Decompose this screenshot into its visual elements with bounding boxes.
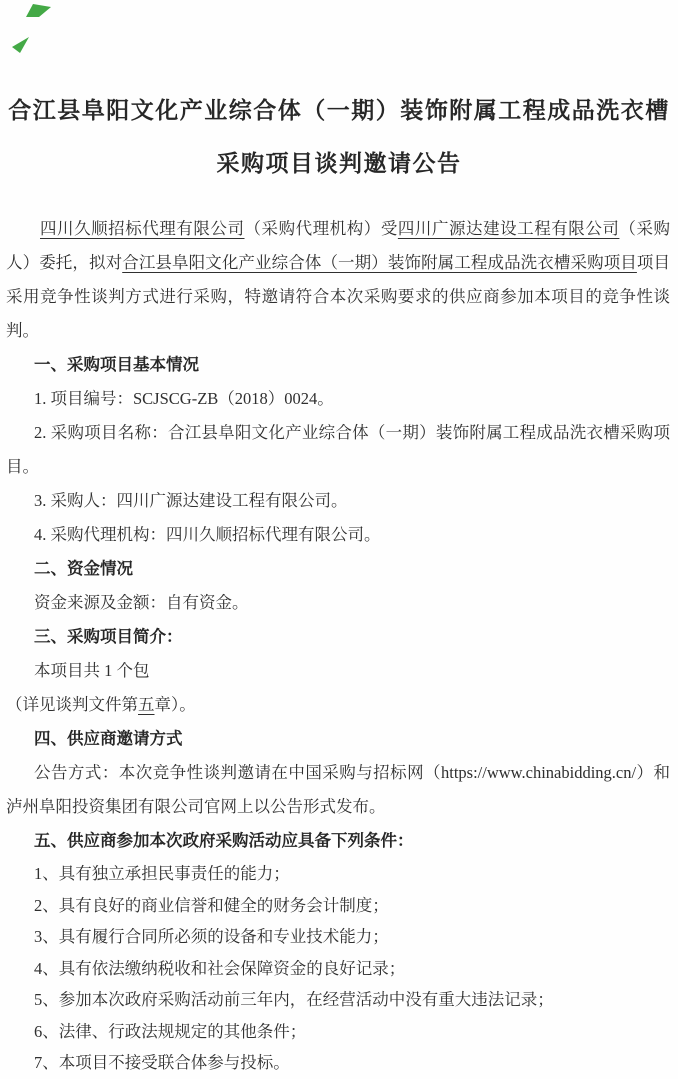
funding-source-line: 资金来源及金额：自有资金。 xyxy=(34,593,249,612)
chapter-number-underlined: 五 xyxy=(138,695,155,714)
section-heading-funding: 二、资金情况 xyxy=(34,559,133,578)
note-text: （详见谈判文件第 xyxy=(6,695,138,714)
condition-item-3: 3、具有履行合同所必须的设备和专业技术能力； xyxy=(34,927,389,946)
condition-item-5: 5、参加本次政府采购活动前三年内，在经营活动中没有重大违法记录； xyxy=(34,990,554,1009)
intro-text: （采购代理机构）受 xyxy=(244,219,398,238)
condition-item-7: 7、本项目不接受联合体参与投标。 xyxy=(34,1053,290,1072)
item-purchaser: 3. 采购人：四川广源达建设工程有限公司。 xyxy=(34,491,348,510)
intro-text: （采购人）委托，拟对 xyxy=(6,219,671,272)
condition-item-2: 2、具有良好的商业信誉和健全的财务会计制度； xyxy=(34,895,389,915)
agency-name-underlined: 四川久顺招标代理有限公司 xyxy=(40,219,245,238)
announcement-method-paragraph: 公告方式：本次竞争性谈判邀请在中国采购与招标网（https://www.chinabidding.cn/）和泸州阜阳投资集团有限公司官网上以公告形式发布。 xyxy=(6,763,670,816)
package-note-line xyxy=(6,688,670,722)
section-heading-overview: 三、采购项目简介： xyxy=(34,627,183,646)
intro-paragraph xyxy=(6,212,670,348)
note-text: 章）。 xyxy=(154,695,196,714)
condition-item-4: 4、具有依法缴纳税收和社会保障资金的良好记录； xyxy=(34,958,406,978)
green-scan-mark-icon xyxy=(26,4,51,17)
section-heading-conditions: 五、供应商参加本次政府采购活动应具备下列条件： xyxy=(34,831,414,850)
package-count-line: 本项目共 1 个包 xyxy=(34,661,150,680)
green-scan-mark-icon xyxy=(12,37,29,53)
conditions-list xyxy=(6,858,670,1079)
purchaser-name-underlined: 四川广源达建设工程有限公司 xyxy=(397,219,620,238)
page-title xyxy=(0,0,678,190)
item-project-number: 1. 项目编号：SCJSCG-ZB（2018）0024。 xyxy=(34,389,334,408)
intro-text: 项目采用竞争性谈判方式进行采购，特邀请符合本次采购要求的供应商参加本项目的竞争性谈判。 xyxy=(6,253,671,340)
section-heading-basic-info: 一、采购项目基本情况 xyxy=(34,355,199,374)
condition-item-6: 6、法律、行政法规规定的其他条件； xyxy=(34,1021,307,1041)
condition-item-1: 1、具有独立承担民事责任的能力； xyxy=(34,864,290,883)
title-line-2: 采购项目谈判邀请公告 xyxy=(216,151,462,176)
document-body xyxy=(0,212,678,1079)
item-procurement-agency: 4. 采购代理机构：四川久顺招标代理有限公司。 xyxy=(34,525,381,544)
project-name-underlined: 合江县阜阳文化产业综合体（一期）装饰附属工程成品洗衣槽采购项目 xyxy=(122,253,637,272)
section-heading-invitation: 四、供应商邀请方式 xyxy=(34,729,183,748)
title-line-1: 合江县阜阳文化产业综合体（一期）装饰附属工程成品洗衣槽 xyxy=(8,98,670,123)
item-project-name: 2. 采购项目名称：合江县阜阳文化产业综合体（一期）装饰附属工程成品洗衣槽采购项目。 xyxy=(6,423,670,476)
